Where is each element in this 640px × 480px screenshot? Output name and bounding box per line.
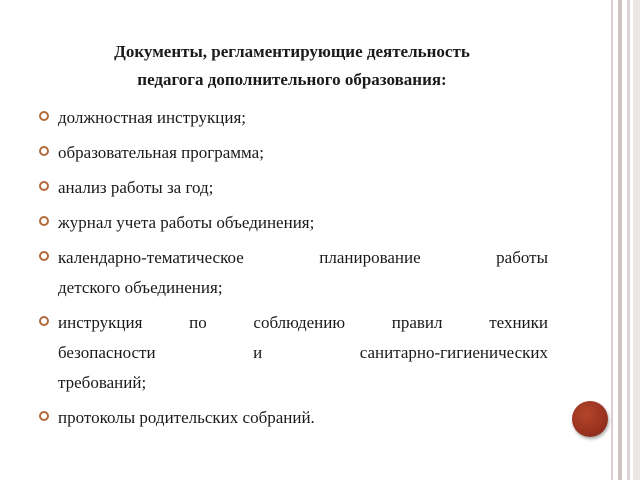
slide-title-line-1: Документы, регламентирующие деятельность <box>114 42 470 61</box>
hollow-circle-bullet-icon <box>39 181 49 191</box>
list-item-text: безопасности и санитарно-гигиенических <box>58 343 548 362</box>
hollow-circle-bullet-icon <box>39 411 49 421</box>
list-item-text: протоколы родительских собраний. <box>58 408 315 427</box>
decorative-stripe <box>618 0 622 480</box>
hollow-circle-bullet-icon <box>39 251 49 261</box>
list-item <box>38 173 548 203</box>
list-item <box>38 208 548 238</box>
decorative-stripe <box>633 0 640 480</box>
decorative-stripe <box>611 0 613 480</box>
list-item-text: журнал учета работы объединения; <box>58 213 315 232</box>
list-item <box>38 103 548 133</box>
list-item-text: детского объединения; <box>58 278 223 297</box>
slide-title <box>40 38 544 94</box>
hollow-circle-bullet-icon <box>39 111 49 121</box>
list-item-text: должностная инструкция; <box>58 108 247 127</box>
slide-title-line-2: педагога дополнительного образования: <box>137 70 447 89</box>
list-item <box>38 403 548 433</box>
red-circle-icon <box>572 401 608 437</box>
list-item-text: образовательная программа; <box>58 143 264 162</box>
list-item <box>38 308 548 398</box>
hollow-circle-bullet-icon <box>39 216 49 226</box>
list-item-text: требований; <box>58 373 147 392</box>
list-item-text: инструкция по соблюдению правил техники <box>58 313 548 332</box>
list-item-text: анализ работы за год; <box>58 178 214 197</box>
list-item <box>38 138 548 168</box>
decorative-stripe <box>627 0 630 480</box>
hollow-circle-bullet-icon <box>39 146 49 156</box>
document-list <box>38 103 548 433</box>
hollow-circle-bullet-icon <box>39 316 49 326</box>
list-item <box>38 243 548 303</box>
list-item-text: календарно-тематическое планирование работы <box>58 248 548 267</box>
